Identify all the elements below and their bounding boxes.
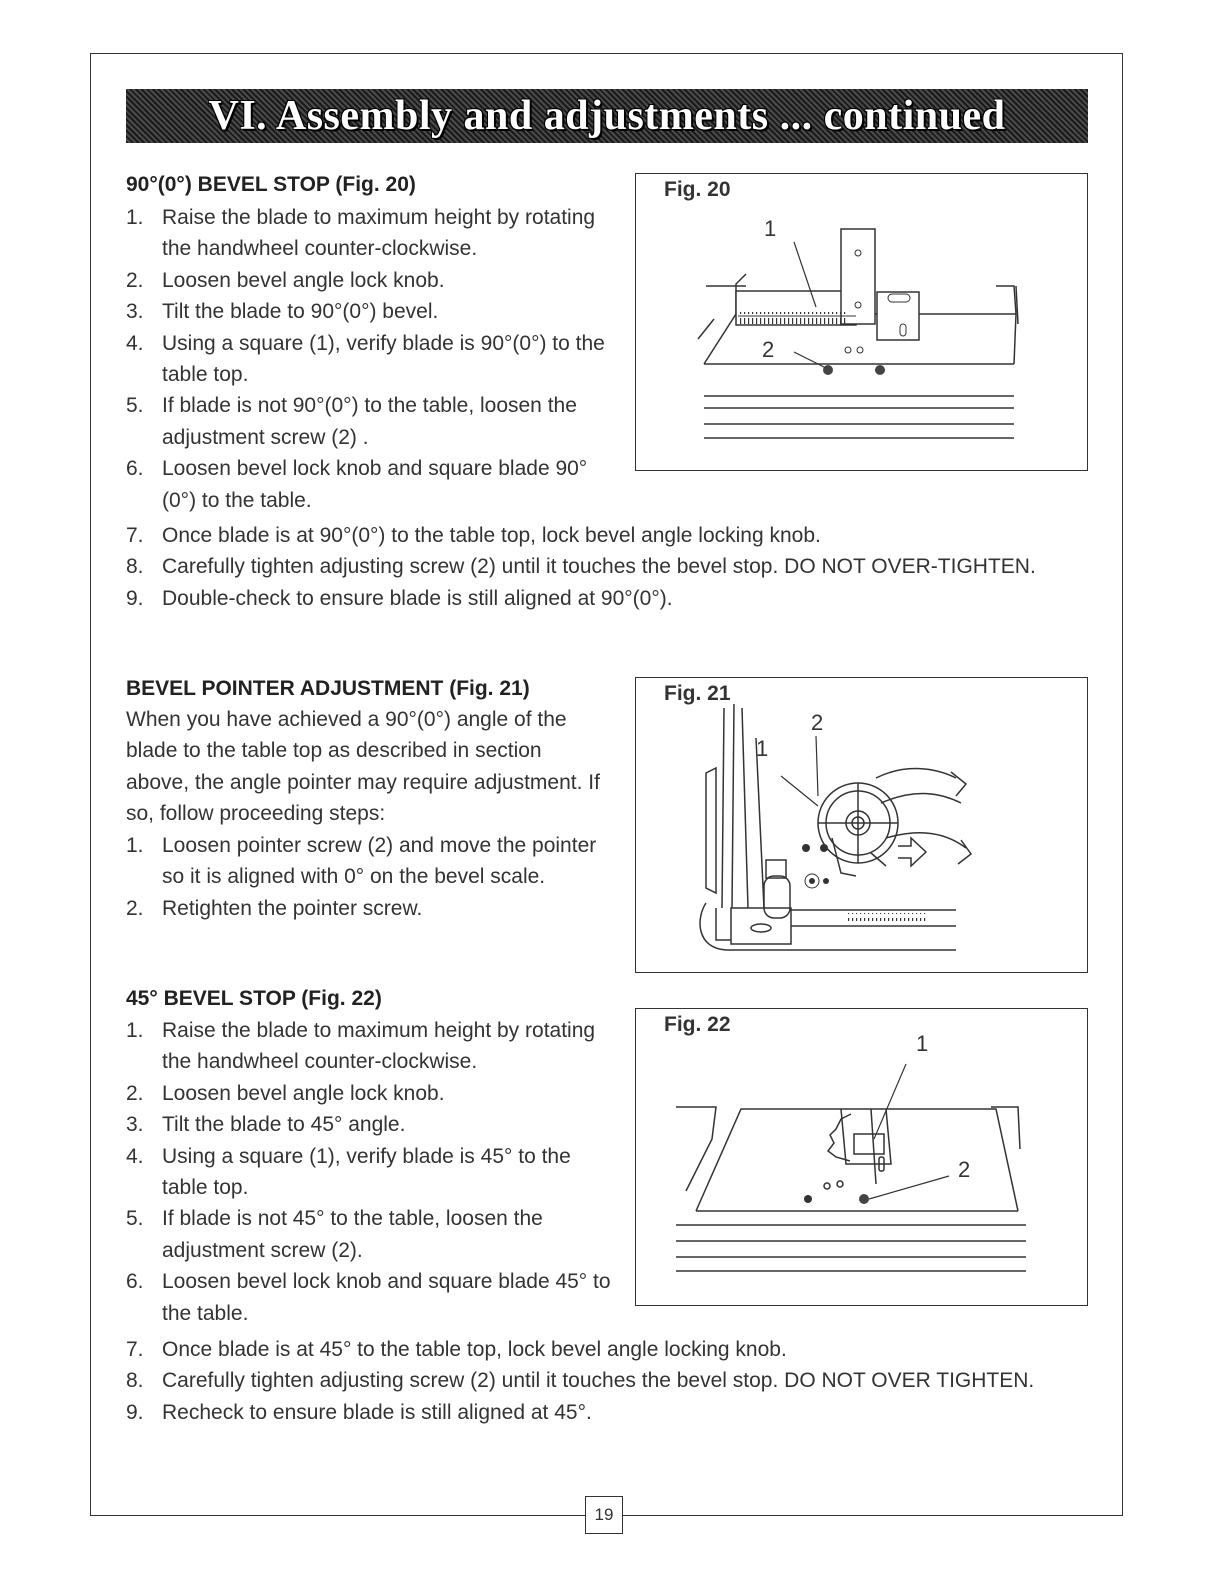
step-item (126, 328, 616, 391)
step-number: 4. (126, 1144, 144, 1168)
figure-21-callout-1: 1 (756, 736, 769, 761)
banner-title: VI. Assembly and adjustments ... continued (208, 93, 1006, 139)
step-item (126, 1365, 1086, 1396)
step-number: 3. (126, 300, 144, 324)
step-item (126, 265, 616, 296)
figure-21-callout-2: 2 (811, 710, 824, 735)
figure-20-label: Fig. 20 (664, 178, 731, 201)
step-text: Once blade is at 45° to the table top, lock bevel angle locking knob. (162, 1338, 787, 1361)
section-heading-bevel-pointer: BEVEL POINTER ADJUSTMENT (Fig. 21) (126, 677, 530, 700)
step-number: 6. (126, 457, 144, 481)
step-text: Using a square (1), verify blade is 45° to the table top. (162, 1144, 571, 1200)
step-text: Once blade is at 90°(0°) to the table top, lock bevel angle locking knob. (162, 524, 821, 547)
step-number: 1. (126, 834, 144, 857)
step-number: 9. (126, 1400, 144, 1424)
step-item (126, 1015, 616, 1078)
step-number: 3. (126, 1113, 144, 1137)
step-text: If blade is not 45° to the table, loosen the adjustment screw (2). (162, 1207, 543, 1262)
figure-20-callout-2: 2 (762, 337, 775, 362)
step-number: 5. (126, 1207, 144, 1231)
step-item (126, 390, 616, 453)
step-text: Double-check to ensure blade is still aligned at 90°(0°). (162, 586, 673, 610)
bevel-pointer-intro: When you have achieved a 90°(0°) angle of the blade to the table top as described in section above, the angle pointer may require adjustment. If so, follow proceeding steps: (126, 708, 600, 826)
step-text: Loosen bevel lock knob and square blade 90°(0°) to the table. (162, 457, 588, 512)
figure-20-callout-1: 1 (764, 216, 777, 241)
step-item (126, 453, 616, 516)
step-item (126, 1334, 1086, 1365)
page-number: 19 (585, 1496, 623, 1534)
step-number: 2. (126, 896, 144, 920)
step-text: Loosen pointer screw (2) and move the pointer so it is aligned with 0° on the bevel scale. (162, 834, 597, 889)
step-number: 1. (126, 206, 144, 229)
figure-22-drawing (636, 1009, 1089, 1307)
step-text: Carefully tighten adjusting screw (2) until it touches the bevel stop. DO NOT OVER-TIGHTEN. (162, 555, 1036, 579)
step-number: 4. (126, 331, 144, 355)
figure-22-label: Fig. 22 (664, 1013, 731, 1036)
step-item (126, 551, 1086, 582)
figure-21-drawing (636, 678, 1089, 974)
step-number: 1. (126, 1019, 144, 1042)
figure-22-callout-2: 2 (958, 1157, 971, 1182)
step-number: 9. (126, 586, 144, 610)
step-item (126, 1266, 616, 1329)
step-text: Loosen bevel lock knob and square blade 45° to the table. (162, 1270, 611, 1325)
step-text: Tilt the blade to 45° angle. (162, 1113, 406, 1137)
step-item (126, 1109, 616, 1140)
steps-90-bevel-part2 (126, 520, 1086, 614)
ruler-ticks (738, 312, 848, 324)
step-item (126, 1078, 616, 1109)
figure-22 (635, 1008, 1088, 1306)
step-text: Carefully tighten adjusting screw (2) until it touches the bevel stop. DO NOT OVER TIGHTEN. (162, 1369, 1035, 1393)
step-number: 6. (126, 1270, 144, 1294)
figure-20 (635, 173, 1088, 471)
step-item (126, 202, 616, 265)
step-number: 7. (126, 524, 144, 547)
section-heading-90-bevel-stop: 90°(0°) BEVEL STOP (Fig. 20) (126, 173, 416, 196)
step-text: Raise the blade to maximum height by rotating the handwheel counter-clockwise. (162, 206, 596, 261)
step-text: Retighten the pointer screw. (162, 896, 423, 920)
step-text: Using a square (1), verify blade is 90°(0°) to the table top. (162, 331, 605, 387)
step-number: 8. (126, 1369, 144, 1393)
step-text: Raise the blade to maximum height by rotating the handwheel counter-clockwise. (162, 1019, 596, 1074)
step-text: Tilt the blade to 90°(0°) bevel. (162, 300, 439, 324)
step-number: 5. (126, 394, 144, 418)
step-text: Loosen bevel angle lock knob. (162, 1081, 445, 1105)
step-number: 8. (126, 555, 144, 579)
step-text: If blade is not 90°(0°) to the table, loosen the adjustment screw (2) . (162, 394, 577, 449)
step-item (126, 520, 1086, 551)
step-number: 2. (126, 1081, 144, 1105)
step-item (126, 583, 1086, 614)
steps-45-bevel-part2 (126, 1334, 1086, 1428)
step-text: Recheck to ensure blade is still aligned at 45°. (162, 1400, 592, 1424)
step-item (126, 893, 616, 924)
step-item (126, 1141, 616, 1204)
step-item (126, 830, 616, 893)
step-item (126, 296, 616, 327)
figure-20-drawing (636, 174, 1089, 472)
step-number: 2. (126, 268, 144, 292)
figure-21 (635, 677, 1088, 973)
section-heading-45-bevel-stop: 45° BEVEL STOP (Fig. 22) (126, 987, 382, 1010)
step-item (126, 1203, 616, 1266)
section-banner (126, 89, 1088, 143)
figure-21-label: Fig. 21 (664, 682, 731, 705)
steps-45-bevel-part1 (126, 1015, 616, 1329)
step-item (126, 1397, 1086, 1428)
figure-22-callout-1: 1 (916, 1031, 929, 1056)
steps-90-bevel-part1 (126, 202, 616, 516)
step-text: Loosen bevel angle lock knob. (162, 268, 445, 292)
step-number: 7. (126, 1338, 144, 1361)
steps-bevel-pointer (126, 830, 616, 924)
